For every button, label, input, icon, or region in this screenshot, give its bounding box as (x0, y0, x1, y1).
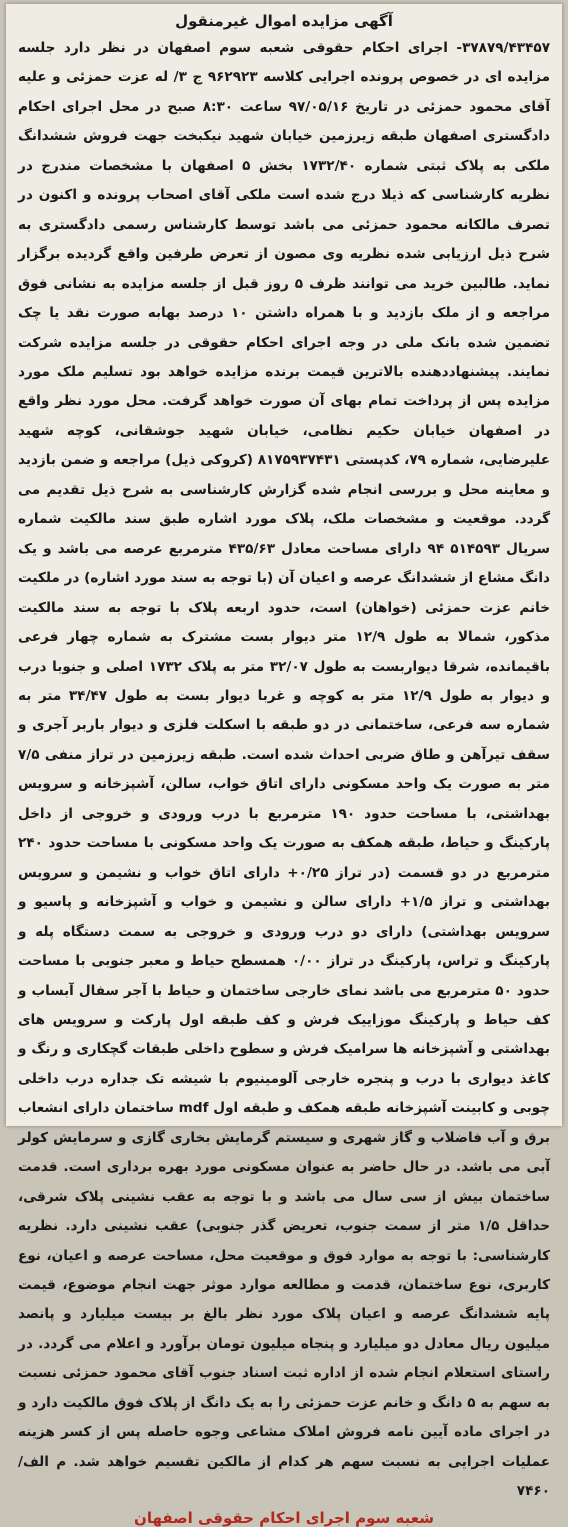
notice-footer: شعبه سوم اجرای احکام حقوقی اصفهان (134, 1508, 434, 1527)
notice-title: آگهی مزایده اموال غیرمنقول (175, 12, 393, 30)
newspaper-clipping (6, 4, 562, 1527)
notice-body: ۳۷۸۷۹/۴۳۴۵۷- اجرای احکام حقوقی شعبه سوم اصفهان در نظر دارد جلسه مزایده ای در خصوص پرونده اجرایی کلاسه ۹۶۲۹۲۳ ج ۳/ له عزت حمزئی و علیه آقای محمود حمزئی در تاریخ ۹۷/۰۵/۱۶ ساعت ۸:۳۰ صبح در محل اجرای احکام دادگستری اصفهان طبقه زیرزمین خیابان شهید نیکبخت جهت فروش ششدانگ ملکی به پلاک ثبتی شماره ۱۷۳۲/۴۰ بخش ۵ اصفهان با مشخصات مندرج در نظریه کارشناسی که ذیلا درج شده است ملکی آقای اصحاب پرونده و اکنون در تصرف مالکانه محمود حمزئی می باشد توسط کارشناس رسمی دادگستری به شرح ذیل ارزیابی شده نظریه وی مصون از تعرض طرفین واقع گردیده برگزار نماید. طالبین خرید می توانند ظرف ۵ روز قبل از جلسه مزایده به نشانی فوق مراجعه و از ملک بازدید و با همراه داشتن ۱۰ درصد بهابه صورت نقد یا چک تضمین شده بانک ملی در وجه اجرای احکام حقوقی در جلسه مزایده شرکت نمایند. پیشنهاددهنده بالاترین قیمت برنده مزایده خواهد بود تسلیم ملک مورد مزایده پس از پرداخت تمام بهای آن صورت خواهد گرفت. محل مورد نظر واقع در اصفهان خیابان حکیم نظامی، خیابان شهید جوشقانی، کوچه شهید علیرضایی، شماره ۷۹، کدپستی ۸۱۷۵۹۳۷۴۳۱ (کروکی ذیل) مراجعه و ضمن بازدید و معاینه محل و بررسی انجام شده گزارش کارشناسی به شرح ذیل تقدیم می گردد. موقعیت و مشخصات ملک، پلاک مورد اشاره طبق سند مالکیت شماره سریال ۵۱۴۵۹۳ ۹۴ دارای مساحت معادل ۴۳۵/۶۳ مترمربع عرصه می باشد و یک دانگ مشاع از ششدانگ عرصه و اعیان آن (با توجه به سند مورد اشاره) در ملکیت خانم عزت حمزئی (خواهان) است، حدود اربعه پلاک با توجه به سند مالکیت مذکور، شمالا به طول ۱۲/۹ متر دیوار بست مشترک به شماره چهار فرعی باقیمانده، شرقا دیواربست به طول ۳۲/۰۷ متر به پلاک ۱۷۳۲ اصلی و جنوبا درب و دیوار به طول ۱۲/۹ متر به کوچه و غربا دیوار بست به طول ۳۴/۴۷ متر به شماره سه فرعی، ساختمانی در دو طبقه با اسکلت فلزی و دیوار باربر آجری و سقف تیرآهن و طاق ضربی احداث شده است. طبقه زیرزمین در تراز منفی ۷/۵ متر به صورت یک واحد مسکونی دارای اتاق خواب، سالن، آشپزخانه و سرویس بهداشتی، با مساحت حدود ۱۹۰ مترمربع با درب ورودی و خروجی از داخل پارکینگ و حیاط، طبقه همکف به صورت یک واحد مسکونی با مساحت حدود ۲۴۰ مترمربع در دو قسمت (در تراز ۰/۲۵+ دارای اتاق خواب و نشیمن و سرویس بهداشتی و تراز ۱/۵+ دارای سالن و نشیمن و خواب و آشپزخانه و پاسیو و سرویس بهداشتی) دارای دو درب ورودی و خروجی به سمت دستگاه پله و پارکینگ و تراس، پارکینگ در تراز ۰/۰۰ همسطح حیاط و معبر جنوبی با مساحت حدود ۵۰ مترمربع می باشد نمای خارجی ساختمان و حیاط با آجر سفال آبساب و کف حیاط و پارکینگ موزاییک فرش و کف طبقه اول پارکت و سرویس های بهداشتی و آشپزخانه ها سرامیک فرش و سطوح داخلی طبقات گچکاری و رنگ و کاغذ دیواری با درب و پنجره خارجی آلومینیوم با شیشه تک جداره درب داخلی چوبی و کابینت آشپزخانه طبقه همکف و طبقه اول mdf ساختمان دارای انشعاب برق و آب فاضلاب و گاز شهری و سیستم گرمایش بخاری گازی و سرمایش کولر آبی می باشد. در حال حاضر به عنوان مسکونی مورد بهره برداری است. قدمت ساختمان بیش از سی سال می باشد و با توجه به عقب نشینی پلاک شرقی، حداقل ۱/۵ متر از سمت جنوب، تعریض گذر جنوبی) عقب نشینی دارد. نظریه کارشناسی: با توجه به موارد فوق و موقعیت محل، مساحت عرصه و اعیان، نوع کاربری، نوع ساختمان، قدمت و مطالعه موارد موثر جهت انجام موضوع، قیمت پایه ششدانگ عرصه و اعیان پلاک مورد نظر بالغ بر بیست میلیارد و پانصد میلیون ریال معادل دو میلیارد و پنجاه میلیون تومان برآورد و اعلام می گردد. در راستای استعلام انجام شده از اداره ثبت اسناد جنوب آقای محمود حمزئی نسبت به سهم به ۵ دانگ و خانم عزت حمزئی را به یک دانگ از پلاک فوق مالکیت دارد و در اجرای ماده آیین نامه فروش املاک مشاعی وجوه حاصله پس از کسر هزینه عملیات اجرایی به نسبت سهم هر کدام از مالکین تقسیم خواهد شد. م الف/ ۷۴۶۰ (18, 40, 551, 1500)
